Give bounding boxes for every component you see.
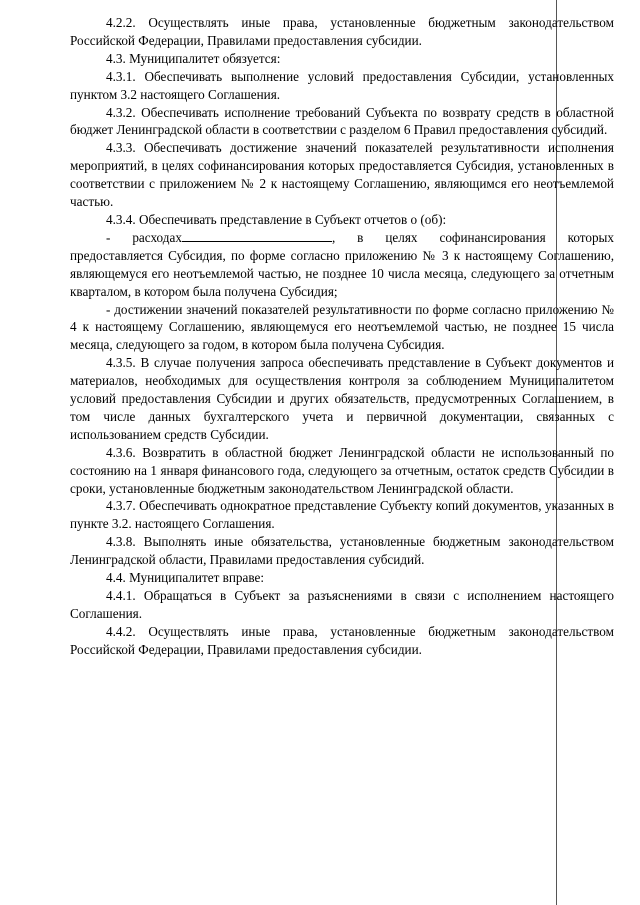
clause-4-3-7: 4.3.7. Обеспечивать однократное представление Субъекту копий документов, указанных в пункте 3.2. настоящего Соглашения. xyxy=(70,498,614,532)
expenses-lead: - расходах xyxy=(106,229,182,245)
clause-4-3-4: 4.3.4. Обеспечивать представление в Субъект отчетов о (об): xyxy=(106,211,447,227)
clause-4-3-heading: 4.3. Муниципалитет обязуется: xyxy=(106,50,281,66)
clause-4-3-4-indicators: - достижении значений показателей результативности по форме согласно приложению № 4 к настоящему Соглашению, являющемуся его неотъемлемой частью, не позднее 15 числа месяца, следующего за годом, в котором была получена Субсидия. xyxy=(70,301,614,353)
fill-in-blank xyxy=(182,230,332,242)
document-page xyxy=(70,14,614,659)
clause-4-4-2: 4.4.2. Осуществлять иные права, установленные бюджетным законодательством Российской Федерации, Правилами предоставления субсидии. xyxy=(70,623,614,657)
expenses-rest: , в целях софинансирования которых предоставляется Субсидия, по форме согласно приложению № 3 к настоящему Соглашению, являющемуся его неотъемлемой частью, не позднее 10 числа месяца, следующего за отчетным кварталом, в котором была получена Субсидия; xyxy=(70,229,615,299)
clause-4-2-2: 4.2.2. Осуществлять иные права, установленные бюджетным законодательством Российской Федерации, Правилами предоставления субсидии. xyxy=(70,15,614,48)
clause-4-3-3: 4.3.3. Обеспечивать достижение значений показателей результативности исполнения мероприятий, в целях софинансирования которых предоставляется Субсидия, установленных в соответствии с приложением № 2 к настоящему Соглашению, являющимся его неотъемлемой частью. xyxy=(70,140,614,210)
clause-4-3-5: 4.3.5. В случае получения запроса обеспечивать представление в Субъект документов и материалов, необходимых для осуществления контроля за соблюдением Муниципалитетом условий предоставления Субсидии и других обязательств, предусмотренных Соглашением, в том числе данных бухгалтерского учета и первичной документации, связанных с использованием средств Субсидии. xyxy=(70,355,614,442)
clause-4-3-8: 4.3.8. Выполнять иные обязательства, установленные бюджетным законодательством Ленинградской области, Правилами предоставления субсидий. xyxy=(70,534,614,568)
clause-4-4-1: 4.4.1. Обращаться в Субъект за разъяснениями в связи с исполнением настоящего Соглашения. xyxy=(70,588,614,621)
clause-4-4-heading: 4.4. Муниципалитет вправе: xyxy=(106,570,265,586)
clause-4-3-4-expenses xyxy=(70,229,614,301)
clause-4-3-6: 4.3.6. Возвратить в областной бюджет Ленинградской области не использованный по состоянию на 1 января финансового года, следующего за отчетным, остаток средств Субсидии в сроки, установленные бюджетным законодательством Ленинградской области. xyxy=(70,444,614,496)
clause-4-3-1: 4.3.1. Обеспечивать выполнение условий предоставления Субсидии, установленных пунктом 3.2 настоящего Соглашения. xyxy=(70,68,614,102)
clause-4-3-2: 4.3.2. Обеспечивать исполнение требований Субъекта по возврату средств в областной бюджет Ленинградской области в соответствии с разделом 6 Правил предоставления субсидий. xyxy=(70,104,614,138)
